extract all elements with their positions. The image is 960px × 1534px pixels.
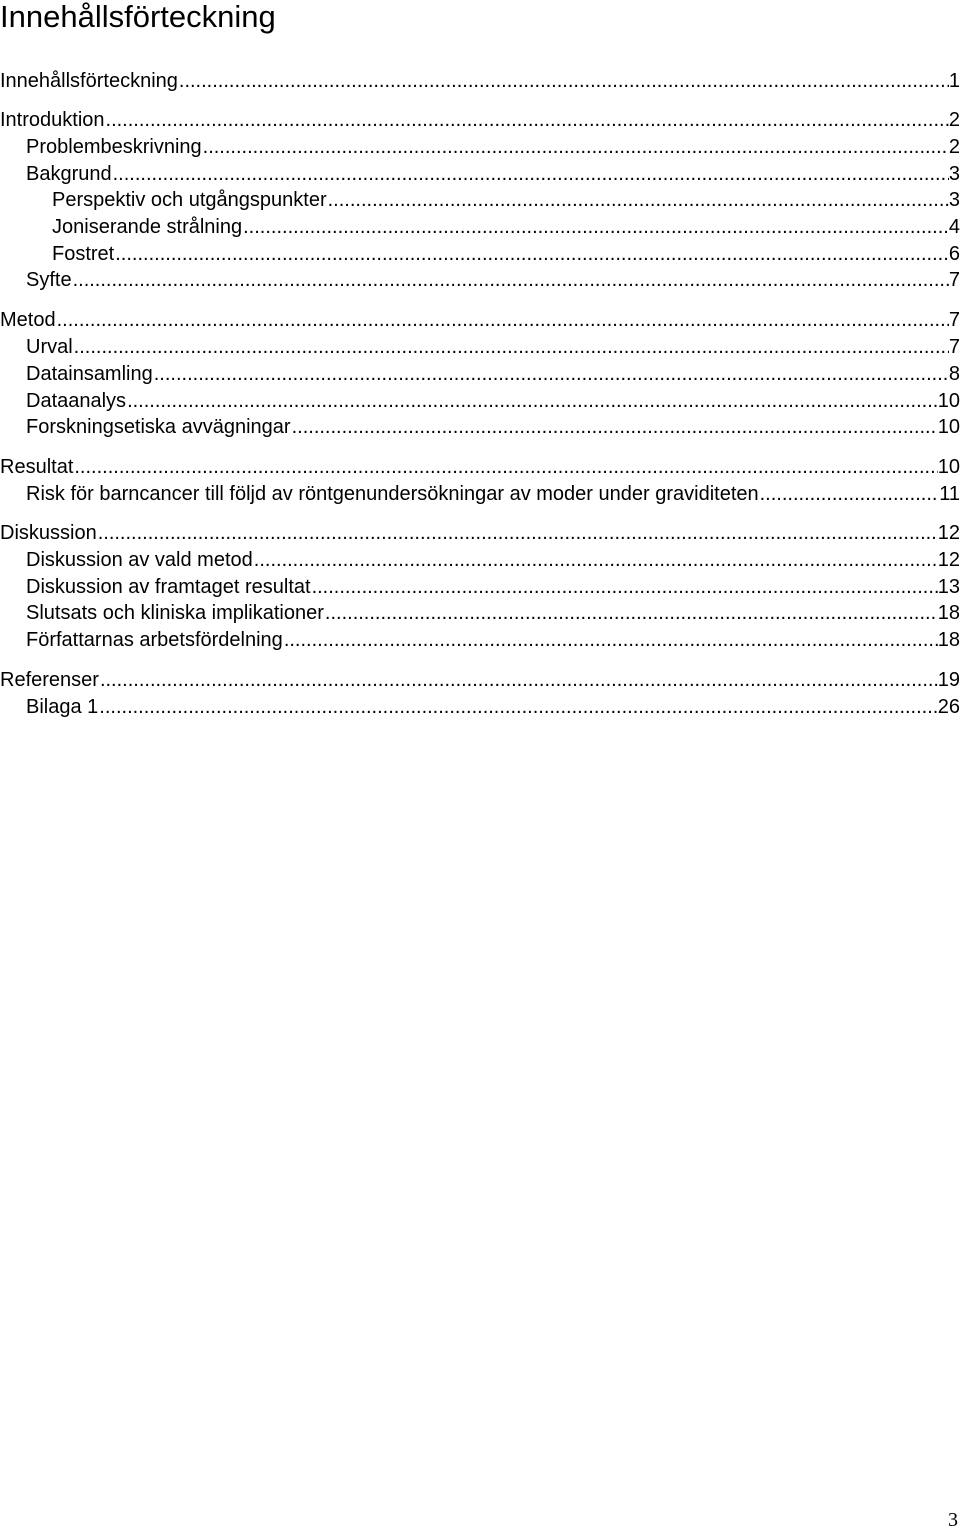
toc-entry-title: Joniserande strålning bbox=[52, 216, 243, 238]
toc-entry-resultat[interactable] bbox=[0, 454, 960, 480]
dot-leader bbox=[242, 214, 949, 240]
dot-leader bbox=[153, 361, 949, 387]
toc-entry-page: 3 bbox=[948, 189, 960, 211]
toc-entry-urval[interactable] bbox=[26, 334, 960, 360]
toc-entry-title: Problembeskrivning bbox=[26, 136, 202, 158]
dot-leader bbox=[99, 667, 938, 693]
toc-entry-page: 10 bbox=[937, 456, 960, 478]
toc-entry-title: Dataanalys bbox=[26, 390, 127, 412]
dot-leader bbox=[311, 574, 938, 600]
toc-entry-forskningsetiska-avvagningar[interactable] bbox=[26, 414, 960, 440]
toc-entry-title: Referenser bbox=[0, 669, 99, 691]
toc-entry-title: Introduktion bbox=[0, 109, 105, 131]
toc-entry-title: Datainsamling bbox=[26, 363, 153, 385]
dot-leader bbox=[72, 267, 949, 293]
toc-entry-title: Bakgrund bbox=[26, 163, 112, 185]
toc-entry-diskussion-av-framtaget-resultat[interactable] bbox=[26, 574, 960, 600]
dot-leader bbox=[291, 414, 938, 440]
toc-entry-title: Diskussion av framtaget resultat bbox=[26, 576, 311, 598]
toc-entry-page: 12 bbox=[937, 522, 960, 544]
dot-leader bbox=[327, 187, 949, 213]
toc-entry-bakgrund[interactable] bbox=[26, 161, 960, 187]
toc-entry-page: 7 bbox=[948, 269, 960, 291]
dot-leader bbox=[202, 134, 949, 160]
toc-heading: Innehållsförteckning bbox=[0, 0, 276, 34]
toc-entry-slutsats[interactable] bbox=[26, 600, 960, 626]
toc-entry-joniserande-stralning[interactable] bbox=[52, 214, 960, 240]
dot-leader bbox=[112, 161, 949, 187]
toc-entry-title: Syfte bbox=[26, 269, 72, 291]
toc-entry-diskussion[interactable] bbox=[0, 520, 960, 546]
toc-entry-page: 18 bbox=[937, 629, 960, 651]
toc-entry-title: Bilaga 1 bbox=[26, 696, 99, 718]
toc-entry-title: Metod bbox=[0, 309, 56, 331]
toc-entry-title: Perspektiv och utgångspunkter bbox=[52, 189, 327, 211]
toc-entry-page: 26 bbox=[937, 696, 960, 718]
toc-entry-risk-for-barncancer[interactable] bbox=[26, 481, 960, 507]
dot-leader bbox=[759, 481, 940, 507]
toc-entry-page: 10 bbox=[937, 390, 960, 412]
toc-entry-diskussion-av-vald-metod[interactable] bbox=[26, 547, 960, 573]
toc-entry-title: Slutsats och kliniska implikationer bbox=[26, 602, 324, 624]
toc-entry-page: 18 bbox=[937, 602, 960, 624]
toc-entry-page: 8 bbox=[948, 363, 960, 385]
toc-entry-page: 13 bbox=[937, 576, 960, 598]
dot-leader bbox=[283, 627, 938, 653]
toc-entry-page: 7 bbox=[948, 336, 960, 358]
toc-entry-title: Diskussion av vald metod bbox=[26, 549, 253, 571]
dot-leader bbox=[73, 334, 949, 360]
page-number: 3 bbox=[948, 1509, 958, 1531]
toc-entry-dataanalys[interactable] bbox=[26, 388, 960, 414]
toc-entry-problembeskrivning[interactable] bbox=[26, 134, 960, 160]
toc-entry-page: 10 bbox=[937, 416, 960, 438]
dot-leader bbox=[97, 520, 938, 546]
toc-entry-title: Urval bbox=[26, 336, 73, 358]
toc-entry-page: 6 bbox=[948, 243, 960, 265]
dot-leader bbox=[324, 600, 938, 626]
toc-entry-title: Risk för barncancer till följd av röntgenundersökningar av moder under graviditeten bbox=[26, 483, 759, 505]
toc-entry-innehallsforteckning[interactable] bbox=[0, 68, 960, 94]
toc-entry-perspektiv[interactable] bbox=[52, 187, 960, 213]
toc-entry-metod[interactable] bbox=[0, 307, 960, 333]
toc-entry-title: Forskningsetiska avvägningar bbox=[26, 416, 291, 438]
dot-leader bbox=[114, 241, 949, 267]
toc-entry-title: Diskussion bbox=[0, 522, 97, 544]
toc-entry-fostret[interactable] bbox=[52, 241, 960, 267]
dot-leader bbox=[98, 694, 937, 720]
toc-entry-bilaga-1[interactable] bbox=[26, 694, 960, 720]
dot-leader bbox=[178, 68, 949, 94]
toc-entry-page: 4 bbox=[948, 216, 960, 238]
dot-leader bbox=[126, 388, 938, 414]
toc-entry-title: Fostret bbox=[52, 243, 115, 265]
toc-entry-page: 2 bbox=[948, 136, 960, 158]
dot-leader bbox=[253, 547, 938, 573]
toc-entry-page: 12 bbox=[937, 549, 960, 571]
dot-leader bbox=[73, 454, 937, 480]
toc-entry-forfattarnas-arbetsfordelning[interactable] bbox=[26, 627, 960, 653]
toc-entry-page: 1 bbox=[948, 70, 960, 92]
toc-entry-page: 2 bbox=[948, 109, 960, 131]
toc-entry-introduktion[interactable] bbox=[0, 107, 960, 133]
toc-entry-page: 19 bbox=[937, 669, 960, 691]
dot-leader bbox=[105, 107, 949, 133]
toc-entry-datainsamling[interactable] bbox=[26, 361, 960, 387]
toc-entry-page: 7 bbox=[948, 309, 960, 331]
toc-entry-title: Resultat bbox=[0, 456, 74, 478]
toc-entry-syfte[interactable] bbox=[26, 267, 960, 293]
toc-entry-title: Innehållsförteckning bbox=[0, 70, 178, 92]
toc-entry-page: 11 bbox=[939, 483, 960, 505]
toc-entry-referenser[interactable] bbox=[0, 667, 960, 693]
dot-leader bbox=[56, 307, 949, 333]
toc-entry-page: 3 bbox=[948, 163, 960, 185]
toc-entry-title: Författarnas arbetsfördelning bbox=[26, 629, 283, 651]
